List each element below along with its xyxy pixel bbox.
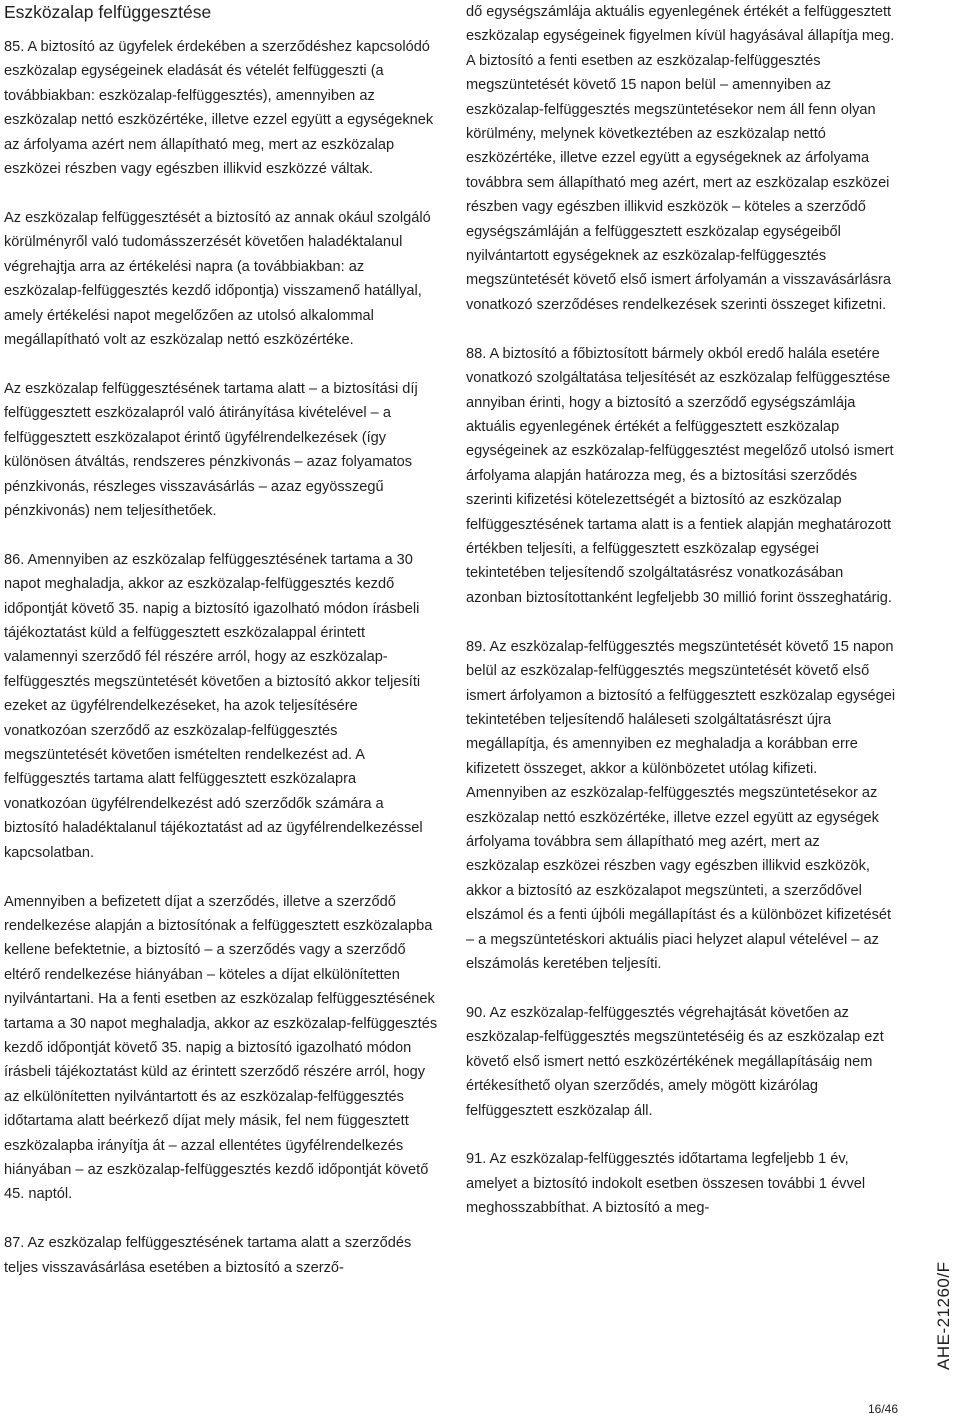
section-heading: Eszközalap felfüggesztése [4,2,212,22]
paragraph-87-continued: dő egységszámlája aktuális egyenlegének értékét a felfüggesztett eszközalap egységeinek figyelmen kívül hagyásával állapítja meg. [466,4,895,45]
document-code: AHE-21260/F [934,1261,953,1370]
left-column [4,0,440,1280]
paragraph-87-payout: A biztosító a fenti esetben az eszközalap-felfüggesztés megszüntetését követő 15 napon belül – amennyiben az eszközalap-felfüggesztés megszüntetésekor nem áll fenn olyan körülmény, melynek következtében az eszközalap nettó eszközértéke, illetve ezzel együtt a egységeknek az árfolyama továbbra sem állapítható meg azért, mert az eszközalap eszközei részben vagy egészben illikvid eszközök – köteles a szerződő egységszámláján a felfüggesztett eszközalap egységeiből nyilvántartott egységeknek az eszközalap-felfüggesztés megszüntetését követő első ismert árfolyamán a visszavásárlásra vonatkozó szerződéses rendelkezések szerinti összeget kifizetni. [466,52,892,313]
paragraph-85-suspension-start: Az eszközalap felfüggesztését a biztosító az annak okául szolgáló körülményről való tudomásszerzését követően haladéktalanul végrehajtja arra az értékelési napra (a továbbiakban: az eszközalap-felfüggesztés kezdő időpontja) visszamenő hatállyal, amely értékelési napot megelőzően az utolsó alkalommal megállapítható volt az eszközalap nettó eszközértéke. [4,209,431,348]
paragraph-88: 88. A biztosító a főbiztosított bármely okból eredő halála esetére vonatkozó szolgáltatása teljesítését az eszközalap felfüggesztése annyiban érinti, hogy a biztosító a szerződő egységszámlája aktuális egyenlegének értékét a felfüggesztett eszközalap egységeinek az eszközalap-felfüggesztést megelőző utolsó ismert árfolyama alapján határozza meg, és a biztosítási szerződés szerinti kifizetési kötelezettségét a biztosító az eszközalap felfüggesztésének tartama alatt is a fentiek alapján meghatározott értékben teljesíti, a felfüggesztett eszközalap egységei tekintetében teljesítendő szolgáltatásrész vonatkozásában azonban biztosítottanként legfeljebb 30 millió forint összeghatárig. [466,345,894,606]
paragraph-85: 85. A biztosító az ügyfelek érdekében a szerződéshez kapcsolódó eszközalap egységeinek eladását és vételét felfüggeszti (a továbbiakban: eszközalap-felfüggesztés), amennyiben az eszközalap nettó eszközértéke, illetve ezzel együtt a egységeknek az árfolyama azért nem állapítható meg, mert az eszközalap eszközei részben vagy egészben illikvid eszközzé váltak. [4,39,434,178]
paragraph-90: 90. Az eszközalap-felfüggesztés végrehajtását követően az eszközalap-felfüggesztés megszüntetéséig és az eszközalap ezt követő első ismert nettó eszközértékének megállapításáig nem értékesíthető olyan szerződés, amely mögött kizárólag felfüggesztett eszközalap áll. [466,1004,884,1119]
paragraph-85-restrictions: Az eszközalap felfüggesztésének tartama alatt – a biztosítási díj felfüggesztett eszközalapról való átirányítása kivételével – a felfüggesztett eszközalapot érintő ügyfélrendelkezések (így különösen átváltás, rendszeres pénzkivonás – azaz folyamatos pénzkivonás, részleges visszavásárlás – azaz egyösszegű pénzkivonás) nem teljesíthetőek. [4,380,418,519]
page-number: 16/46 [868,1402,899,1416]
paragraph-86: 86. Amennyiben az eszközalap felfüggesztésének tartama a 30 napot meghaladja, akkor az eszközalap-felfüggesztés kezdő időpontját követő 35. napig a biztosító igazolható módon írásbeli tájékoztatást küld a felfüggesztett eszközalappal érintett valamennyi szerződő fél részére arról, hogy az eszközalap-felfüggesztés megszüntetését követően a biztosító akkor teljesíti ezeket az ügyfélrendelkezéseket, ha azok teljesítésére vonatkozóan szerződő az eszközalap-felfüggesztés megszüntetését követően ismételten rendelkezést ad. A felfüggesztés tartama alatt felfüggesztett eszközalapra vonatkozóan ügyfélrendelkezést adó szerződők számára a biztosító haladéktalanul tájékoztatást ad az ügyfélrendelkezéssel kapcsolatban. [4,551,423,861]
paragraph-89: 89. Az eszközalap-felfüggesztés megszüntetését követő 15 napon belül az eszközalap-felfüggesztés megszüntetését követő első ismert árfolyamon a biztosító a felfüggesztett eszközalap egységei tekintetében teljesítendő haláleseti szolgáltatásrészt újra megállapítja, és amennyiben ez meghaladja a korábban erre kifizetett összeget, akkor a különbözetet utólag kifizeti. [466,638,896,777]
right-column [466,0,896,1221]
paragraph-91: 91. Az eszközalap-felfüggesztés időtartama legfeljebb 1 év, amelyet a biztosító indokolt esetben összesen további 1 évvel meghosszabbíthat. A biztosító a meg- [466,1151,866,1217]
paragraph-87: 87. Az eszközalap felfüggesztésének tartama alatt a szerződés teljes visszavásárlása esetében a biztosító a szerző- [4,1235,412,1276]
paragraph-86-premium: Amennyiben a befizetett díjat a szerződés, illetve a szerződő rendelkezése alapján a biztosítónak a felfüggesztett eszközalapba kellene befektetnie, a biztosító – a szerződés vagy a szerződő eltérő rendelkezése hiányában – köteles a díjat elkülönítetten nyilvántartani. Ha a fenti esetben az eszközalap felfüggesztésének tartama a 30 napot meghaladja, akkor az eszközalap-felfüggesztés kezdő időpontját követő 35. napig a biztosító igazolható módon írásbeli tájékoztatást küld az érintett szerződő részére arról, hogy az elkülönítetten nyilvántartott és az eszközalap-felfüggesztés időtartama alatt beérkező díjat mely másik, fel nem függesztett eszközalapba irányítja át – azzal ellentétes ügyfélrendelkezés hiányában – az eszközalap-felfüggesztés kezdő időpontját követő 45. naptól. [4,893,438,1203]
paragraph-89-continued: Amennyiben az eszközalap-felfüggesztés megszüntetésekor az eszközalap nettó eszközértéke, illetve ezzel együtt az egységek árfolyama továbbra sem állapítható meg azért, mert az eszközalap eszközei részben vagy egészben illikvid eszközök, akkor a biztosító az eszközalapot megszünteti, a szerződővel elszámol és a fenti újbóli megállapítást és a különbözet kifizetését – a megszüntetéskori aktuális piaci helyzet alapul vételével – az elszámolás keretében teljesíti. [466,785,892,973]
